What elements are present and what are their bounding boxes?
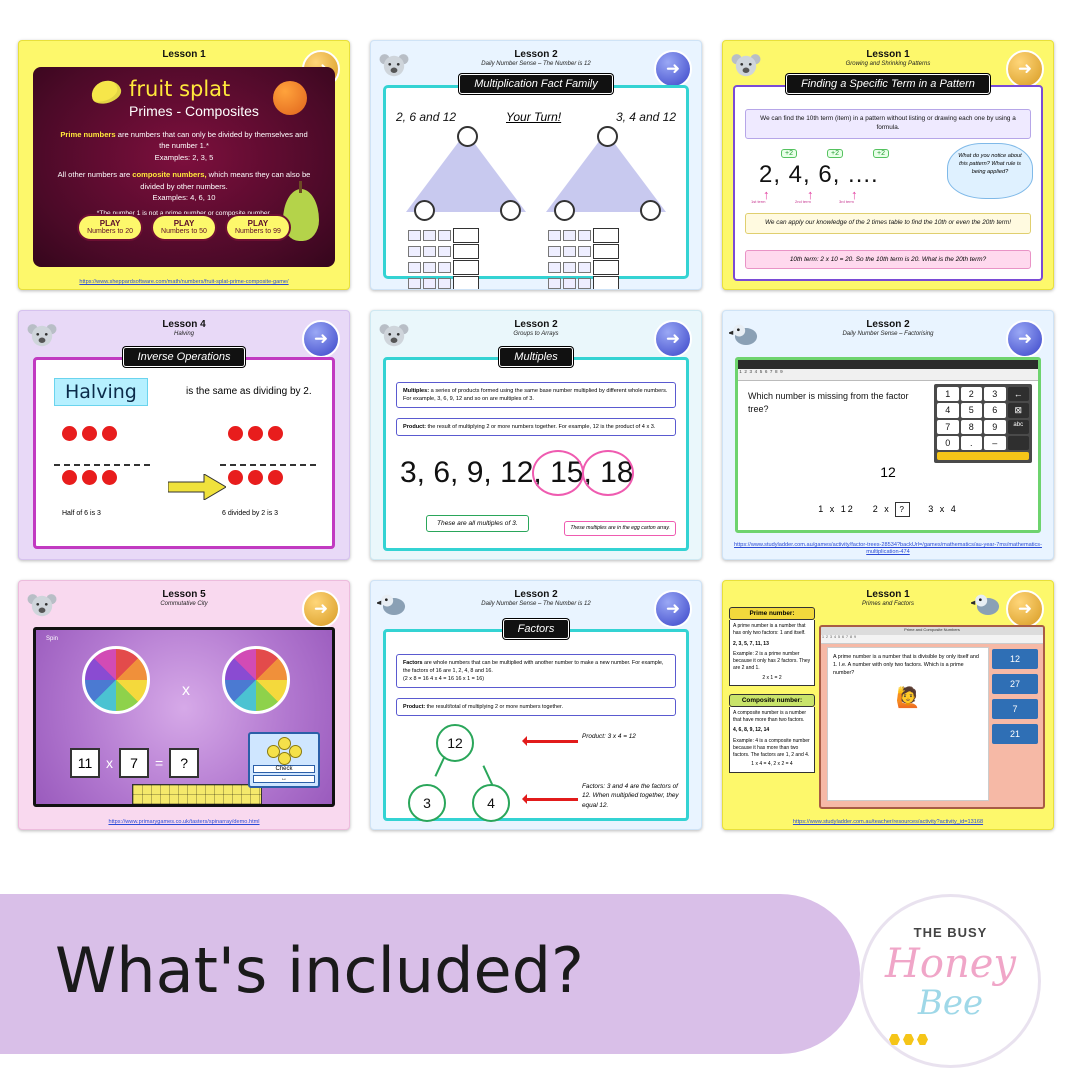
operator: x — [106, 755, 113, 771]
spinner-left[interactable] — [82, 646, 150, 714]
key-3[interactable]: 3 — [984, 387, 1006, 401]
key-minus[interactable]: – — [984, 436, 1006, 450]
multiples-definition: Multiples: a series of products formed using the same base number multiplied by different whole numbers. For example, 3, 6, 9, 12 and so on are multiples of 3. — [396, 382, 676, 408]
slide-header — [371, 581, 701, 608]
triangle-left-br-circle[interactable] — [500, 200, 521, 221]
lesson-subtitle: Primes and Factors — [861, 601, 915, 607]
answer-tile[interactable]: 12 — [992, 649, 1038, 669]
composite-examples: Examples: 4, 6, 10 — [152, 192, 216, 202]
footnote: 1 is not or composite — [136, 210, 246, 218]
next-arrow-icon[interactable]: ➜ — [302, 590, 340, 628]
caption-right: 6 divided by 2 is 3 — [222, 510, 279, 517]
fact-row[interactable] — [548, 228, 619, 243]
tree-left-node: 3 — [408, 784, 446, 822]
key-clear[interactable]: ⊠ — [1008, 403, 1030, 418]
slide-stage — [383, 623, 689, 821]
prime-text: are numbers that can only be divided by themselves and the number 1.* — [115, 130, 308, 151]
slide-stage — [819, 625, 1045, 809]
orange-icon — [273, 81, 307, 115]
source-url[interactable]: https://www.studyladder.com.au/teacher/resources/activity?activity_id=13168 — [792, 819, 984, 826]
multiply-symbol: x — [182, 682, 190, 699]
slide-banner: Multiplication Fact Family — [459, 74, 612, 94]
answer-tile[interactable]: 27 — [992, 674, 1038, 694]
footer-heading: What's included? — [55, 934, 584, 1007]
product-definition: Product: the result of multiplying 2 or more numbers together. For example, 12 is the product of 4 x 3. — [396, 418, 676, 436]
lesson-subtitle: Daily Number Sense – The Number is 12 — [481, 601, 591, 607]
sequence-text: 2, 4, 6, .... — [759, 161, 879, 188]
key-blank[interactable] — [1008, 436, 1030, 450]
ruler-bar: 1 2 3 4 5 6 7 8 9 — [738, 369, 1038, 381]
slide-header — [723, 41, 1053, 68]
logo-line-3: Bee — [917, 983, 984, 1023]
key-8[interactable]: 8 — [961, 420, 983, 434]
tree-root: 12 — [880, 464, 896, 480]
divider-right — [220, 464, 316, 466]
key-9[interactable]: 9 — [984, 420, 1006, 434]
dots-right-bottom — [228, 470, 284, 485]
slide-fruit-splat[interactable] — [18, 40, 350, 290]
slide-banner: Inverse Operations — [123, 347, 246, 367]
control-panel[interactable] — [248, 732, 320, 788]
multiples-sequence: 3, 6, 9, 12, 15, 18 — [400, 456, 634, 489]
source-url[interactable]: https://www.primarygames.co.uk/tasters/spinarray/demo.html — [108, 819, 260, 826]
numeric-keypad[interactable] — [934, 384, 1032, 463]
dpad[interactable] — [267, 737, 301, 763]
spin-label: Spin — [46, 636, 59, 642]
prime-header: Prime number: — [729, 607, 815, 620]
highlight-oval-15 — [582, 450, 634, 496]
slide-header — [371, 311, 701, 338]
dots-left-top — [62, 426, 118, 441]
tree-branch-right — [482, 756, 513, 786]
next-arrow-icon[interactable]: ➜ — [654, 320, 692, 358]
slide-factors[interactable] — [370, 580, 702, 830]
slide-finding-specific-term[interactable] — [722, 40, 1054, 290]
key-1[interactable]: 1 — [937, 387, 959, 401]
lesson-subtitle: Daily Number Sense – Factorising — [842, 331, 934, 337]
lemon-icon — [88, 77, 123, 107]
highlight-oval-12 — [532, 450, 584, 496]
lesson-label: Lesson 2 — [866, 319, 910, 330]
term-label: 1st term — [751, 199, 766, 204]
game-title: fruit splat — [129, 77, 231, 101]
play-button-20[interactable]: PLAY Numbers to 20 — [77, 214, 143, 241]
factors-definition: Factors are whole numbers that can be multiplied with another number to make a new number. For example, the factors of 16 are 1, 2, 4, 8 and 16. (2 x 8 = 16 4 x 4 = 16 16 x 1 = 16) — [396, 654, 676, 688]
kookaburra-icon — [971, 589, 1005, 619]
product-arrow — [526, 740, 578, 743]
slide-stage — [735, 357, 1041, 533]
play-button-99[interactable]: PLAY Numbers to 99 — [225, 214, 291, 241]
green-note: These are all multiples of 3. — [426, 515, 529, 532]
step-label: +2 — [781, 149, 797, 158]
key-5[interactable]: 5 — [961, 403, 983, 418]
prime-examples: Examples: 2, 3, 5 — [154, 152, 214, 162]
key-7[interactable]: 7 — [937, 420, 959, 434]
triangle-right-top-circle[interactable] — [597, 126, 618, 147]
slide-primes-and-factors[interactable] — [722, 580, 1054, 830]
key-decimal[interactable]: . — [961, 436, 983, 450]
lesson-label: Lesson 4 — [162, 319, 206, 330]
spinner-right[interactable] — [222, 646, 290, 714]
next-arrow-icon[interactable]: ➜ — [302, 320, 340, 358]
lesson-label: Lesson 1 — [866, 49, 910, 60]
triangle-left-bl-circle[interactable] — [414, 200, 435, 221]
lesson-label: Lesson 1 — [866, 589, 910, 600]
fact-row[interactable] — [408, 276, 479, 290]
step-label: +2 — [873, 149, 889, 158]
lesson-label: Lesson 1 — [162, 49, 206, 60]
ruler-bar: 1 2 3 4 5 6 7 8 9 — [821, 635, 1043, 644]
definition-block — [57, 129, 311, 219]
honeycomb-icon — [889, 1034, 928, 1045]
intro-card: We can find the 10th term (item) in a pattern without listing or drawing each one by using a formula. — [745, 109, 1031, 139]
slide-stage — [33, 627, 335, 807]
logo-line-1: THE BUSY — [913, 925, 988, 940]
equals: = — [155, 755, 164, 771]
dpad-right[interactable] — [289, 745, 302, 758]
key-6[interactable]: 6 — [984, 403, 1006, 418]
pink-note: These multiples are in the egg carton array. — [564, 521, 676, 536]
composite-body: A composite number is a number that have more than two factors. 4, 6, 8, 9, 12, 14 Example: 4 is a composite number because it has more than two factors. The factors are 1, 2 and 4. 1 x 4 = 4, 2 x 2 = 4 — [729, 707, 815, 773]
next-arrow-icon[interactable]: ➜ — [1006, 590, 1044, 628]
slide-stage — [33, 67, 335, 267]
answer-tiles[interactable] — [992, 649, 1038, 749]
question-card: 10th term: 2 x 10 = 20. So the 10th term is 20. What is the 20th term? — [745, 250, 1031, 269]
dpad-down[interactable] — [278, 752, 291, 765]
your-turn-label: Your Turn! — [506, 110, 562, 124]
slide-banner: Factors — [503, 619, 570, 639]
dots-left-bottom — [62, 470, 118, 485]
thought-cloud: What do you notice about this pattern? What rule is being applied? — [947, 143, 1033, 199]
slide-stage — [383, 78, 689, 279]
answer-tile[interactable]: 7 — [992, 699, 1038, 719]
browser-chrome — [738, 360, 1038, 369]
arrow-right-icon — [168, 474, 226, 500]
fact-row[interactable] — [408, 244, 479, 259]
tree-right-node: 4 — [472, 784, 510, 822]
lesson-subtitle: Daily Number Sense – The Number is 12 — [481, 61, 591, 67]
answer-tile[interactable]: 21 — [992, 724, 1038, 744]
triangle-right-br-circle[interactable] — [640, 200, 661, 221]
right-label: 3, 4 and 12 — [615, 110, 676, 124]
factor-pair-3: 3 x 4 — [928, 503, 958, 514]
composite-text: All other numbers are — [57, 170, 133, 180]
key-0[interactable]: 0 — [937, 436, 959, 450]
slide-header — [723, 311, 1053, 338]
caption-left: Half of 6 is 3 — [62, 510, 101, 517]
next-arrow-icon[interactable]: ➜ — [654, 590, 692, 628]
factor-pair-2: 2 x — [872, 503, 891, 514]
keypad-submit-bar[interactable] — [937, 452, 1029, 460]
lesson-subtitle: Growing and Shrinking Patterns — [845, 61, 931, 67]
slide-multiplication-fact-family[interactable] — [370, 40, 702, 290]
missing-number-input[interactable]: ? — [895, 502, 910, 517]
factor-1: 11 — [70, 748, 100, 778]
slide-stage: Finding a Specific Term in a Pattern We can find the 10th term (item) in a pattern without listing or drawing each one by using a formula. +2 +2 +2 2, 4, 6, .... ↑ ↑ ↑ 1st term 2nd term 3rd term What do you notice about this pattern? What rule is being applied? We can apply our knowledge of the 2 times table to find the 10th or even the 20th term! 10th term: 2 x 10 = 20. So the 10th term is 20. What is the 20th term? — [733, 85, 1043, 281]
key-backspace[interactable]: ← — [1008, 387, 1030, 401]
definitions-column — [729, 607, 815, 809]
prime-body: A prime number is a number that has only two factors: 1 and itself. 2, 3, 5, 7, 11, 13 Example: 2 is a prime number because it only has 2 factors. They are 2 and 1. 2 x 1 = 2 — [729, 620, 815, 686]
slide-halving[interactable] — [18, 310, 350, 560]
slide-banner: Multiples — [499, 347, 572, 367]
slide-factor-tree[interactable] — [722, 310, 1054, 560]
footer — [0, 894, 1080, 1064]
resize-handle[interactable]: ↔ — [253, 775, 315, 783]
term-label: 3rd term — [839, 199, 854, 204]
key-4[interactable]: 4 — [937, 403, 959, 418]
play-button-50[interactable]: PLAY Numbers to 50 — [151, 214, 217, 241]
lesson-label: Lesson 5 — [162, 589, 206, 600]
answer-input[interactable]: ? — [169, 748, 199, 778]
next-arrow-icon[interactable]: ➜ — [654, 50, 692, 88]
source-url[interactable]: https://www.sheppardsoftware.com/math/numbers/fruit-splat-prime-composite-game/ — [79, 279, 289, 286]
array-grid[interactable] — [132, 784, 262, 807]
fact-row[interactable] — [548, 276, 619, 290]
dots-right-top — [228, 426, 284, 441]
fact-row[interactable] — [408, 260, 479, 275]
equation-row — [70, 748, 199, 778]
fact-row[interactable] — [408, 228, 479, 243]
lesson-subtitle: Groups to Arrays — [513, 331, 559, 337]
halving-highlight: Halving — [54, 378, 148, 406]
halving-sentence: is the same as dividing by 2. — [186, 386, 312, 397]
product-caption: Product: 3 x 4 = 12 — [582, 733, 636, 740]
lesson-label: Lesson 2 — [514, 49, 558, 60]
lesson-subtitle: Commutative City — [160, 601, 208, 607]
lesson-subtitle: Halving — [173, 331, 194, 337]
tree-factors — [738, 502, 1038, 517]
composite-text-2: which means they can also be divided by other numbers. — [140, 170, 311, 191]
factor-2: 7 — [119, 748, 149, 778]
slide-header — [19, 41, 349, 60]
left-label: 2, 6 and 12 — [396, 110, 457, 124]
game-subtitle: Primes - Composites — [129, 103, 259, 119]
factor-pair-1: 1 x 12 — [818, 503, 855, 514]
source-url[interactable]: https://www.studyladder.com.au/games/activity/factor-trees-28534?backUrl=/games/mathematics/au-year-7ms/mathematics-multiplication-474 — [734, 542, 1042, 556]
fact-row[interactable] — [548, 244, 619, 259]
slide-stage — [383, 351, 689, 551]
factor-tree — [738, 464, 1038, 517]
factors-caption: Factors: 3 and 4 are the factors of 12. When multiplied together, they equal 12. — [582, 783, 679, 809]
slide-stage — [33, 351, 335, 549]
lesson-label: Lesson 2 — [514, 319, 558, 330]
check-button[interactable]: Check — [253, 765, 315, 773]
key-2[interactable]: 2 — [961, 387, 983, 401]
key-abc[interactable]: abc — [1008, 420, 1030, 434]
slide-header — [371, 41, 701, 68]
prime-strong: Prime numbers — [60, 130, 116, 139]
slide-banner: Finding a Specific Term in a Pattern — [786, 74, 990, 94]
step-label: +2 — [827, 149, 843, 158]
play-buttons — [33, 214, 335, 241]
brand-logo — [860, 894, 1041, 1068]
slide-header — [19, 581, 349, 608]
tree-root-node: 12 — [436, 724, 474, 762]
window-title: Prime and Composite Numbers — [821, 627, 1043, 635]
composite-header: Composite number: — [729, 694, 815, 707]
composite-strong: composite numbers, — [132, 170, 207, 180]
lesson-label: Lesson 2 — [514, 589, 558, 600]
divider-left — [54, 464, 150, 466]
fact-row[interactable] — [548, 260, 619, 275]
question-text: Which number is missing from the factor tree? — [748, 391, 909, 414]
activity-text: A prime number is a number that is divisible by only itself and 1. I.e. A number with only two factors. Which is a prime number? 🙋 — [827, 647, 989, 801]
slide-header — [19, 311, 349, 338]
logo-line-2: Honey — [885, 941, 1016, 987]
factors-examples: (2 x 8 = 16 4 x 4 = 16 16 x 1 = 16) — [403, 676, 485, 683]
slide-grid — [0, 40, 1080, 830]
product-definition: Product: the result/total of multiplying 2 or more numbers together. — [396, 698, 676, 716]
slide-multiples[interactable] — [370, 310, 702, 560]
slide-commutative-city[interactable] — [18, 580, 350, 830]
term-label: 2nd term — [795, 199, 811, 204]
next-arrow-icon[interactable]: ➜ — [1006, 320, 1044, 358]
triangle-left-top-circle[interactable] — [457, 126, 478, 147]
mid-card: We can apply our knowledge of the 2 times table to find the 10th or even the 20th term! — [745, 213, 1031, 234]
next-arrow-icon[interactable]: ➜ — [1006, 50, 1044, 88]
confused-kid-icon: 🙋 — [895, 687, 921, 710]
factors-arrow — [526, 798, 578, 801]
triangle-right-bl-circle[interactable] — [554, 200, 575, 221]
